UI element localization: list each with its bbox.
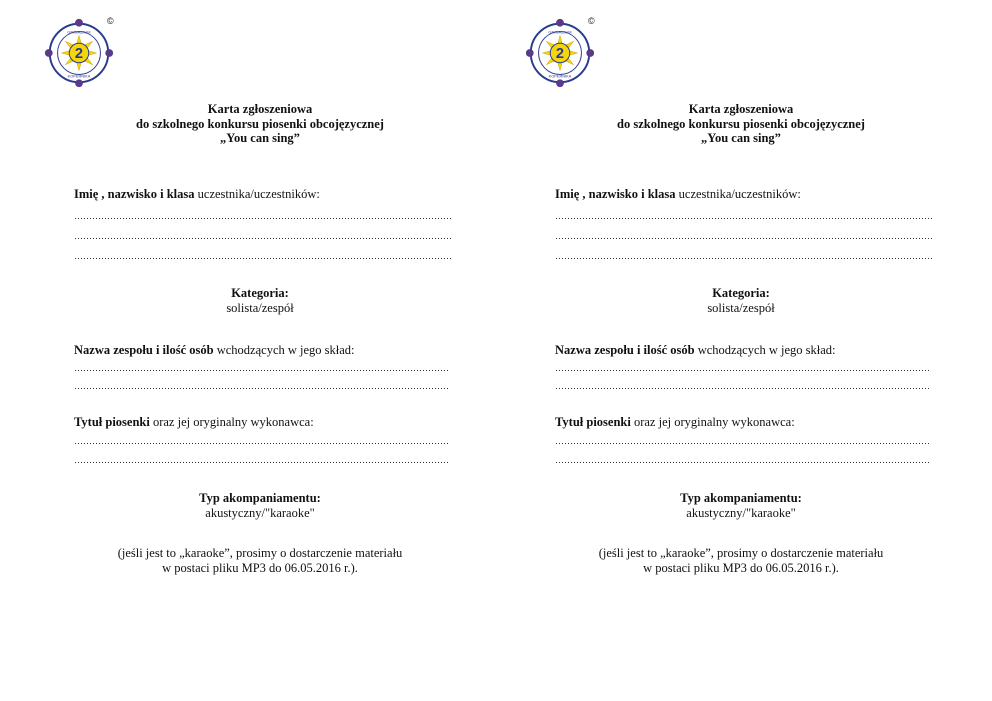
song-line-1[interactable]: [74, 440, 448, 446]
title-line-1: Karta zgłoszeniowa: [207, 102, 313, 116]
participants-line-3[interactable]: [74, 255, 452, 261]
svg-text:KOPERNIKA: KOPERNIKA: [67, 73, 91, 79]
category-section: [60, 286, 460, 315]
note-line-2: w postaci pliku MP3 do 06.05.2016 r.).: [643, 560, 839, 575]
participants-line-1[interactable]: [555, 215, 933, 221]
band-line-2[interactable]: [555, 385, 929, 391]
participants-line-2[interactable]: [555, 235, 933, 241]
note-line-2: w postaci pliku MP3 do 06.05.2016 r.).: [162, 560, 358, 575]
svg-text:GIMNAZJUM: GIMNAZJUM: [67, 29, 91, 35]
title-line-3: „You can sing”: [701, 131, 781, 145]
participants-label: Imię , nazwisko i klasa uczestnika/uczestników:: [74, 187, 320, 201]
karaoke-note: [60, 546, 460, 575]
song-label: Tytuł piosenki oraz jej oryginalny wykonawca:: [74, 415, 314, 429]
category-value: solista/zespół: [226, 300, 294, 315]
note-line-1: (jeśli jest to „karaoke”, prosimy o dostarczenie materiału: [117, 546, 403, 560]
category-section: [541, 286, 941, 315]
title-line-3: „You can sing”: [220, 131, 300, 145]
application-form-left: [60, 0, 460, 701]
song-label: Tytuł piosenki oraz jej oryginalny wykonawca:: [555, 415, 795, 429]
svg-text:KOPERNIKA: KOPERNIKA: [548, 73, 572, 79]
note-line-1: (jeśli jest to „karaoke”, prosimy o dostarczenie materiału: [598, 546, 884, 560]
accompaniment-value: akustyczny/"karaoke": [205, 505, 315, 520]
accompaniment-value: akustyczny/"karaoke": [686, 505, 796, 520]
category-heading: Kategoria:: [712, 286, 770, 300]
participants-line-2[interactable]: [74, 235, 452, 241]
band-label: Nazwa zespołu i ilość osób wchodzących w jego skład:: [555, 343, 836, 357]
song-line-1[interactable]: [555, 440, 929, 446]
accompaniment-section: [60, 491, 460, 520]
participants-line-3[interactable]: [555, 255, 933, 261]
category-value: solista/zespół: [707, 300, 775, 315]
band-line-1[interactable]: [74, 367, 448, 373]
title-line-1: Karta zgłoszeniowa: [688, 102, 794, 116]
application-form-right: [541, 0, 941, 701]
svg-text:GIMNAZJUM: GIMNAZJUM: [548, 29, 572, 35]
title-line-2: do szkolnego konkursu piosenki obcojęzycznej: [617, 116, 865, 131]
form-title: [60, 102, 460, 146]
participants-line-1[interactable]: [74, 215, 452, 221]
accompaniment-heading: Typ akompaniamentu:: [680, 491, 802, 505]
form-title: [541, 102, 941, 146]
svg-text:2: 2: [74, 45, 84, 62]
copyright-mark: ©: [588, 16, 595, 26]
copyright-mark: ©: [107, 16, 114, 26]
band-line-2[interactable]: [74, 385, 448, 391]
accompaniment-section: [541, 491, 941, 520]
band-label: Nazwa zespołu i ilość osób wchodzących w jego skład:: [74, 343, 355, 357]
song-line-2[interactable]: [555, 459, 929, 465]
song-line-2[interactable]: [74, 459, 448, 465]
accompaniment-heading: Typ akompaniamentu:: [199, 491, 321, 505]
svg-text:2: 2: [555, 45, 565, 62]
category-heading: Kategoria:: [231, 286, 289, 300]
band-line-1[interactable]: [555, 367, 929, 373]
title-line-2: do szkolnego konkursu piosenki obcojęzycznej: [136, 116, 384, 131]
karaoke-note: [541, 546, 941, 575]
participants-label: Imię , nazwisko i klasa uczestnika/uczestników:: [555, 187, 801, 201]
